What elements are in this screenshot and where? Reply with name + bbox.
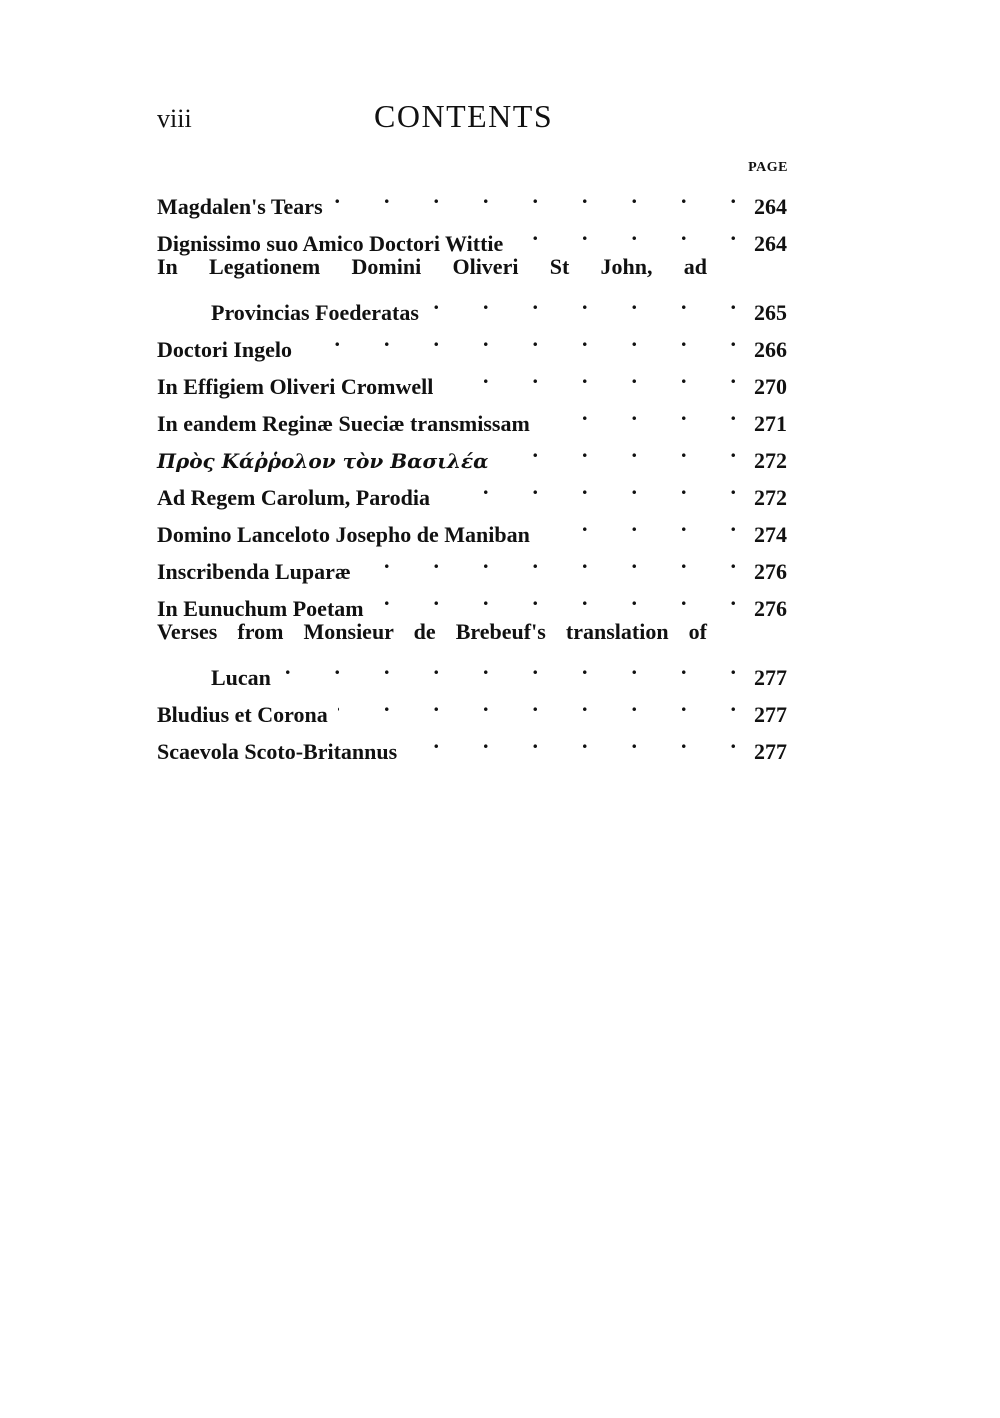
toc-entry-title-line2: Lucan <box>211 665 271 690</box>
page-header <box>157 98 797 142</box>
toc-entry-title: In eandem Reginæ Sueciæ transmissam <box>157 411 530 436</box>
dot-leader <box>499 431 736 468</box>
dot-leader <box>513 214 736 251</box>
dot-leader <box>338 685 736 722</box>
toc-entry <box>157 542 797 584</box>
toc-entry-page: 277 <box>754 665 787 690</box>
toc-entry-title: Doctori Ingelo <box>157 337 293 362</box>
running-title: CONTENTS <box>374 98 554 134</box>
toc-entry-title: Ad Regem Carolum, Parodia <box>157 485 430 510</box>
toc-entry-page: 270 <box>754 374 787 399</box>
toc-entry <box>157 579 797 621</box>
toc-entry-page: 277 <box>754 739 787 764</box>
toc-entry-page: 264 <box>754 194 787 219</box>
toc-entry-title-line2: Provincias Foederatas <box>211 300 419 325</box>
toc-entry-page: 266 <box>754 337 787 362</box>
dot-leader <box>440 468 736 505</box>
toc-entry-page: 276 <box>754 559 787 584</box>
page-number: viii <box>157 104 192 133</box>
toc-entry-page: 271 <box>754 411 787 436</box>
toc-entry <box>157 468 797 510</box>
toc-entry <box>157 357 797 399</box>
toc-entry <box>157 394 797 436</box>
toc-entry-title: Domino Lanceloto Josepho de Maniban <box>157 522 530 547</box>
toc-entry-title: In Eunuchum Poetam <box>157 596 364 621</box>
toc-entry <box>157 685 797 727</box>
dot-leader <box>540 505 736 542</box>
toc-entry <box>157 214 797 256</box>
toc-entry <box>157 251 797 325</box>
toc-entry-title-line1: Verses from Monsieur de Brebeuf's translation of <box>157 619 707 644</box>
toc-entry-title: In Effigiem Oliveri Cromwell <box>157 374 434 399</box>
toc-entry-page: 264 <box>754 231 787 256</box>
toc-entry-page: 277 <box>754 702 787 727</box>
toc-entry-page: 274 <box>754 522 787 547</box>
toc-entry-page: 272 <box>754 448 787 473</box>
toc-entry <box>157 431 797 473</box>
toc-entry <box>157 616 797 690</box>
toc-entry-page: 276 <box>754 596 787 621</box>
toc-entry-title: Bludius et Corona <box>157 702 328 727</box>
dot-leader <box>443 357 736 394</box>
table-of-contents <box>157 177 797 764</box>
page-column-label: PAGE <box>748 160 788 175</box>
toc-entry <box>157 505 797 547</box>
dot-leader <box>429 283 736 320</box>
toc-entry-title: Dignissimo suo Amico Doctori Wittie <box>157 231 504 256</box>
toc-entry-title-line1: In Legationem Domini Oliveri St John, ad <box>157 254 707 279</box>
dot-leader <box>302 320 736 357</box>
toc-entry-title: Magdalen's Tears <box>157 194 323 219</box>
toc-entry-title-greek: Πρὸς Κάῤῥολον τὸν Βασιλέα <box>157 449 489 473</box>
toc-entry <box>157 320 797 362</box>
toc-entry-page: 272 <box>754 485 787 510</box>
dot-leader <box>540 394 736 431</box>
dot-leader <box>361 542 736 579</box>
dot-leader <box>333 177 736 214</box>
dot-leader <box>407 722 736 759</box>
toc-entry-title: Scaevola Scoto-Britannus <box>157 739 398 764</box>
toc-entry <box>157 177 797 219</box>
dot-leader <box>374 579 736 616</box>
toc-entry-title: Inscribenda Luparæ <box>157 559 351 584</box>
dot-leader <box>281 648 736 685</box>
toc-entry-page: 265 <box>754 300 787 325</box>
toc-entry <box>157 722 797 764</box>
